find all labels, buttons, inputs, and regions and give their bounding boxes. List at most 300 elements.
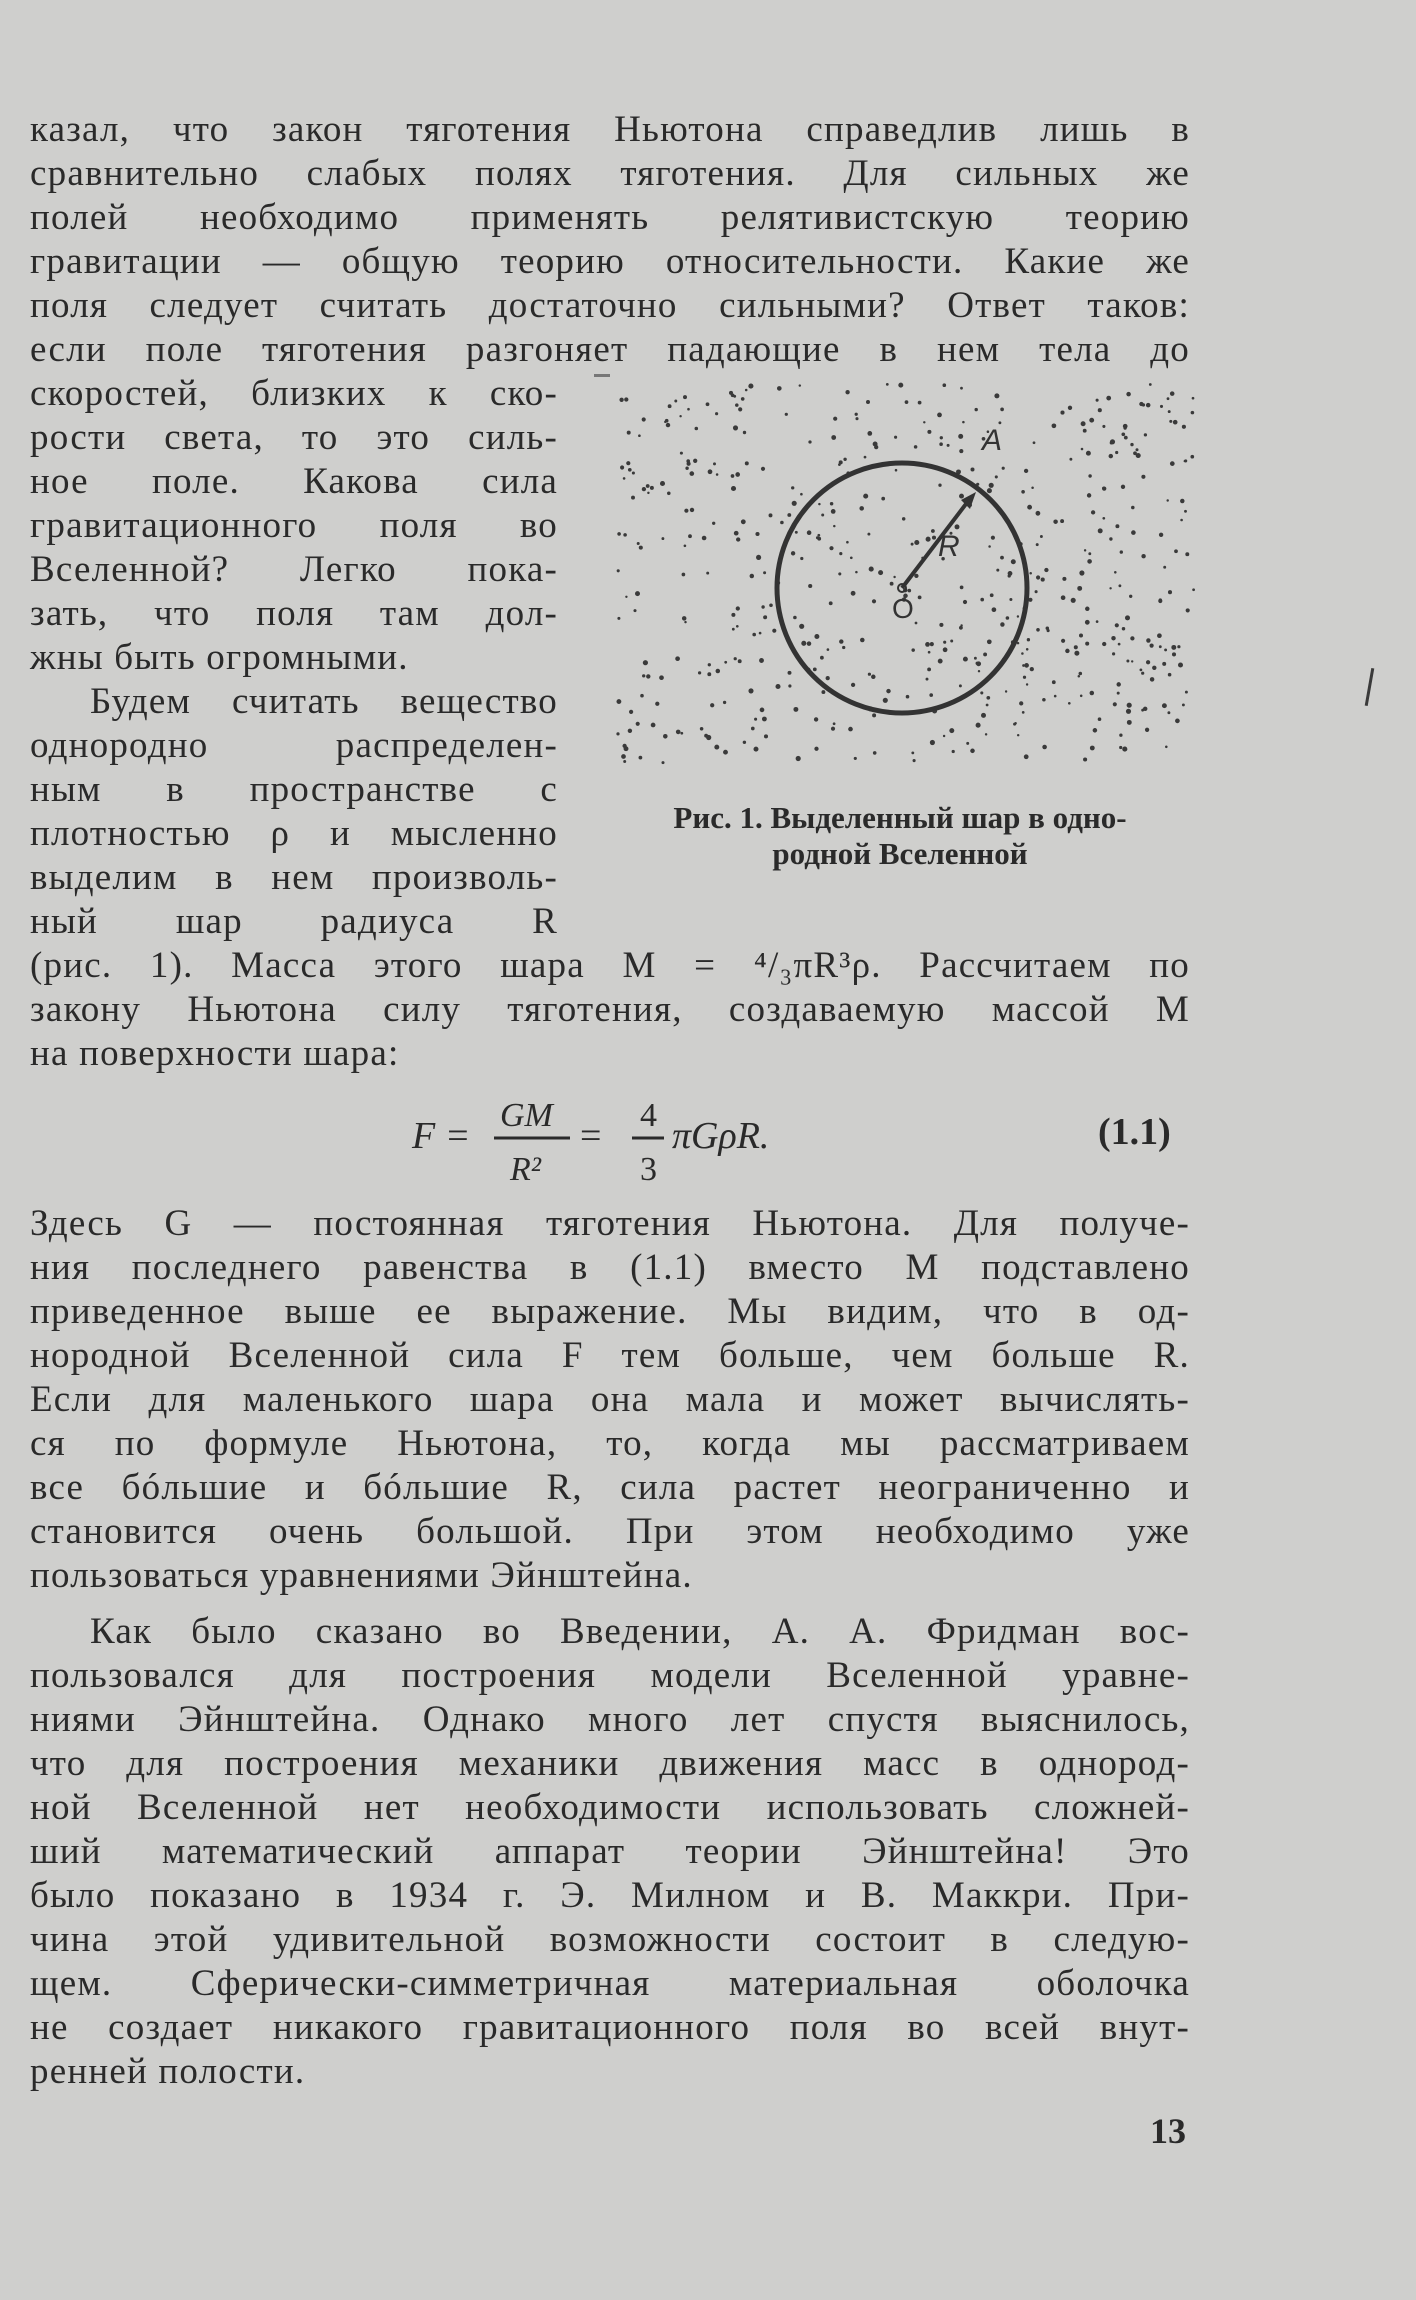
- matter-dot: [1046, 626, 1049, 629]
- matter-dot: [978, 670, 980, 672]
- matter-dot: [927, 667, 931, 671]
- matter-dot: [886, 689, 890, 693]
- matter-dot: [1157, 633, 1162, 638]
- matter-dot: [690, 508, 694, 512]
- matter-dot: [619, 398, 623, 402]
- matter-dot: [959, 494, 964, 499]
- matter-dot: [970, 467, 974, 471]
- matter-dot: [911, 648, 914, 651]
- matter-dot: [666, 423, 670, 427]
- matter-dot: [1041, 578, 1045, 582]
- matter-dot: [668, 404, 672, 408]
- matter-dot: [986, 704, 989, 707]
- matter-dot: [1068, 702, 1071, 705]
- matter-dot: [1118, 584, 1121, 587]
- formula-frac1-den: R²: [510, 1151, 541, 1188]
- matter-dot: [930, 642, 934, 646]
- text-line: ния последнего равенства в (1.1) вместо M подставлено: [30, 1247, 1190, 1288]
- matter-dot: [731, 474, 735, 478]
- matter-dot: [663, 734, 668, 739]
- matter-dot: [1027, 505, 1032, 510]
- text-line: было показано в 1934 г. Э. Милном и В. Маккри. При-: [30, 1875, 1190, 1916]
- matter-dot: [848, 727, 853, 732]
- matter-dot: [929, 693, 933, 697]
- matter-dot: [1013, 723, 1016, 726]
- matter-dot: [1090, 746, 1095, 751]
- matter-dot: [1091, 510, 1095, 514]
- matter-dot: [1180, 519, 1183, 522]
- matter-dot: [960, 586, 964, 590]
- matter-dot: [1106, 396, 1111, 401]
- matter-dot: [1190, 455, 1194, 459]
- matter-dot: [872, 599, 876, 603]
- matter-dot: [787, 513, 791, 517]
- figure-caption: [600, 800, 1200, 872]
- matter-dot: [1011, 559, 1016, 564]
- matter-dot: [960, 387, 963, 390]
- matter-dot: [755, 532, 759, 536]
- matter-dot: [684, 621, 686, 623]
- matter-dot: [636, 722, 640, 726]
- text-line: ной Вселенной нет необходимости использовать сложней-: [30, 1787, 1190, 1828]
- matter-dot: [845, 390, 849, 394]
- matter-dot: [1184, 459, 1187, 462]
- matter-dot: [735, 403, 739, 407]
- matter-dot: [620, 465, 624, 469]
- matter-dot: [868, 673, 871, 676]
- matter-dot: [976, 661, 981, 666]
- matter-dot: [833, 722, 836, 725]
- matter-dot: [1102, 425, 1105, 428]
- matter-dot: [942, 383, 946, 387]
- matter-dot: [905, 400, 909, 404]
- matter-dot: [813, 668, 817, 672]
- matter-dot: [839, 460, 843, 464]
- matter-dot: [807, 530, 812, 535]
- matter-dot: [1182, 425, 1186, 429]
- matter-dot: [623, 760, 626, 763]
- matter-dot: [986, 696, 990, 700]
- text-line: ный шар радиуса R: [30, 901, 558, 942]
- matter-dot: [682, 616, 687, 621]
- matter-dot: [1140, 669, 1143, 672]
- matter-dot: [1177, 645, 1180, 648]
- matter-dot: [1085, 642, 1089, 646]
- matter-dot: [629, 710, 633, 714]
- matter-dot: [775, 684, 780, 689]
- matter-dot: [1017, 615, 1019, 617]
- matter-dot: [974, 657, 977, 660]
- matter-dot: [821, 514, 824, 517]
- matter-dot: [628, 729, 632, 733]
- matter-dot: [1117, 692, 1120, 695]
- matter-dot: [1042, 698, 1046, 702]
- matter-dot: [745, 389, 748, 392]
- matter-dot: [970, 749, 975, 754]
- matter-dot: [1126, 392, 1131, 397]
- matter-dot: [1026, 648, 1029, 651]
- matter-dot: [723, 701, 726, 704]
- matter-dot: [1085, 607, 1090, 612]
- matter-dot: [1000, 622, 1004, 626]
- matter-dot: [938, 659, 943, 664]
- matter-dot: [820, 656, 824, 660]
- matter-dot: [1087, 559, 1092, 564]
- matter-dot: [695, 427, 699, 431]
- text-line: однородно распределен-: [30, 725, 558, 766]
- text-line: рости света, то это силь-: [30, 417, 558, 458]
- matter-dot: [706, 735, 711, 740]
- matter-dot: [926, 537, 931, 542]
- matter-dot: [752, 633, 756, 637]
- matter-dot: [1121, 432, 1125, 436]
- formula-svg: [0, 1088, 1416, 1198]
- text-line: Здесь G — постоянная тяготения Ньютона. Для получе-: [30, 1203, 1190, 1244]
- matter-dot: [989, 483, 994, 488]
- matter-dot: [985, 733, 987, 735]
- matter-dot: [854, 757, 857, 760]
- matter-dot: [943, 647, 948, 652]
- matter-dot: [871, 675, 876, 680]
- matter-dot: [1180, 499, 1184, 503]
- matter-dot: [830, 502, 833, 505]
- formula-tail: πGρR.: [672, 1115, 770, 1157]
- matter-dot: [1146, 403, 1151, 408]
- matter-dot: [867, 431, 872, 436]
- matter-dot: [943, 641, 946, 644]
- matter-dot: [963, 600, 967, 604]
- text-line: поля следует считать достаточно сильными? Ответ таков:: [30, 285, 1190, 326]
- matter-dot: [625, 596, 627, 598]
- matter-dot: [808, 440, 811, 443]
- text-line: приведенное выше ее выражение. Мы видим, что в од-: [30, 1291, 1190, 1332]
- matter-dot: [1119, 734, 1122, 737]
- matter-dot: [713, 462, 716, 465]
- matter-dot: [831, 727, 835, 731]
- matter-dot: [833, 525, 835, 527]
- matter-dot: [1159, 645, 1162, 648]
- matter-dot: [826, 676, 830, 680]
- matter-dot: [867, 533, 870, 536]
- matter-dot: [894, 436, 897, 439]
- matter-dot: [1115, 451, 1118, 454]
- matter-dot: [687, 408, 690, 411]
- matter-dot: [759, 632, 762, 635]
- matter-dot: [1168, 410, 1171, 413]
- matter-dot: [632, 471, 635, 474]
- matter-dot: [1062, 577, 1066, 581]
- matter-dot: [1031, 487, 1034, 490]
- text-line: пользовался для построения модели Вселенной уравне-: [30, 1655, 1190, 1696]
- matter-dot: [1054, 695, 1057, 698]
- matter-dot: [918, 595, 922, 599]
- matter-dot: [1126, 709, 1131, 714]
- matter-dot: [1162, 662, 1166, 666]
- matter-dot: [996, 569, 999, 572]
- matter-dot: [881, 497, 885, 501]
- matter-dot: [734, 657, 737, 660]
- matter-dot: [788, 684, 791, 687]
- matter-dot: [741, 397, 745, 401]
- matter-dot: [923, 421, 925, 423]
- matter-dot: [780, 521, 784, 525]
- matter-dot: [1024, 469, 1028, 473]
- matter-dot: [733, 395, 736, 398]
- matter-dot: [983, 652, 987, 656]
- matter-dot: [1163, 566, 1166, 569]
- matter-dot: [1109, 587, 1111, 589]
- matter-dot: [801, 641, 806, 646]
- text-line: ренней полости.: [30, 2051, 306, 2092]
- matter-dot: [943, 735, 945, 737]
- text-line: становится очень большой. При этом необходимо уже: [30, 1511, 1190, 1552]
- matter-dot: [851, 591, 856, 596]
- matter-dot: [814, 717, 818, 721]
- matter-dot: [635, 591, 640, 596]
- matter-dot: [688, 534, 692, 538]
- matter-dot: [743, 431, 746, 434]
- text-line: Вселенной? Легко пока-: [30, 549, 558, 590]
- text-line: Будем считать вещество: [90, 681, 558, 722]
- matter-dot: [926, 678, 929, 681]
- matter-dot: [626, 461, 630, 465]
- matter-dot: [950, 640, 953, 643]
- matter-dot: [683, 395, 687, 399]
- matter-dot: [685, 466, 688, 469]
- matter-dot: [761, 605, 764, 608]
- matter-dot: [675, 656, 680, 661]
- matter-dot: [915, 622, 918, 625]
- caption-line: Рис. 1. Выделенный шар в одно-: [673, 800, 1127, 835]
- matter-dot: [712, 522, 715, 525]
- matter-dot: [893, 576, 895, 578]
- matter-dot: [616, 699, 621, 704]
- matter-dot: [869, 567, 874, 572]
- matter-dot: [1102, 517, 1105, 520]
- matter-dot: [1129, 595, 1132, 598]
- matter-dot: [1035, 590, 1038, 593]
- matter-dot: [769, 513, 773, 517]
- matter-dot: [748, 688, 753, 693]
- matter-dot: [814, 634, 819, 639]
- matter-dot: [743, 741, 746, 744]
- matter-dot: [1069, 458, 1072, 461]
- text-line: ся по формуле Ньютона, то, когда мы рассматриваем: [30, 1423, 1190, 1464]
- matter-dot: [1120, 550, 1123, 553]
- matter-dot: [994, 393, 999, 398]
- matter-dot: [650, 486, 654, 490]
- matter-dot: [1172, 652, 1176, 656]
- matter-dot: [1065, 649, 1069, 653]
- matter-dot: [756, 555, 761, 560]
- matter-dot: [980, 598, 984, 602]
- matter-dot: [1071, 598, 1076, 603]
- text-line: гравитации — общую теорию относительности. Какие же: [30, 241, 1190, 282]
- matter-dot: [1079, 570, 1084, 575]
- matter-dot: [1102, 486, 1106, 490]
- matter-dot: [1113, 702, 1117, 706]
- matter-dot: [839, 639, 843, 643]
- matter-dot: [952, 750, 955, 753]
- matter-dot: [732, 628, 735, 631]
- matter-dot: [764, 734, 768, 738]
- matter-dot: [735, 472, 740, 477]
- matter-dot: [1133, 451, 1137, 455]
- matter-dot: [736, 606, 740, 610]
- matter-dot: [689, 471, 694, 476]
- matter-dot: [949, 728, 954, 733]
- text-line: казал, что закон тяготения Ньютона справедлив лишь в: [30, 109, 1190, 150]
- matter-dot: [817, 534, 820, 537]
- matter-dot: [925, 642, 930, 647]
- matter-dot: [838, 572, 841, 575]
- matter-dot: [966, 742, 969, 745]
- matter-dot: [715, 412, 718, 415]
- dot-field: [616, 383, 1195, 764]
- matter-dot: [1192, 397, 1195, 400]
- matter-dot: [714, 745, 719, 750]
- matter-dot: [1185, 552, 1189, 556]
- matter-dot: [716, 669, 721, 674]
- matter-dot: [731, 486, 736, 491]
- matter-dot: [1152, 666, 1156, 670]
- matter-dot: [1171, 645, 1176, 650]
- matter-dot: [659, 675, 664, 680]
- matter-dot: [1141, 672, 1144, 675]
- matter-dot: [1081, 421, 1086, 426]
- formula-eq: =: [580, 1115, 602, 1157]
- caption-line: родной Вселенной: [772, 836, 1028, 871]
- label-a: A: [982, 424, 1003, 457]
- matter-dot: [734, 531, 739, 536]
- matter-dot: [682, 573, 686, 577]
- matter-dot: [878, 570, 883, 575]
- matter-dot: [851, 683, 855, 687]
- text-line: жны быть огромными.: [30, 637, 409, 678]
- matter-dot: [959, 449, 963, 453]
- matter-dot: [1130, 443, 1133, 446]
- matter-dot: [976, 723, 981, 728]
- matter-dot: [1146, 638, 1150, 642]
- matter-dot: [1141, 475, 1145, 479]
- matter-dot: [633, 609, 636, 612]
- matter-dot: [1130, 636, 1134, 640]
- matter-dot: [872, 713, 876, 717]
- matter-dot: [640, 694, 644, 698]
- matter-dot: [962, 421, 965, 424]
- matter-dot: [955, 524, 960, 529]
- matter-dot: [741, 519, 746, 524]
- matter-dot: [930, 740, 935, 745]
- matter-dot: [1164, 648, 1167, 651]
- matter-dot: [843, 458, 846, 461]
- matter-dot: [710, 703, 714, 707]
- matter-dot: [1096, 399, 1099, 402]
- matter-dot: [793, 616, 797, 620]
- matter-dot: [988, 545, 991, 548]
- matter-dot: [1036, 575, 1040, 579]
- matter-dot: [1124, 436, 1128, 440]
- matter-dot: [665, 419, 669, 423]
- matter-dot: [667, 492, 671, 496]
- matter-dot: [898, 383, 903, 388]
- text-line: закону Ньютона силу тяготения, создаваемую массой M: [30, 989, 1190, 1030]
- matter-dot: [1029, 572, 1032, 575]
- matter-dot: [1109, 454, 1113, 458]
- matter-dot: [1077, 586, 1082, 591]
- matter-dot: [1079, 634, 1083, 638]
- matter-dot: [991, 536, 995, 540]
- matter-dot: [762, 717, 767, 722]
- matter-dot: [939, 442, 943, 446]
- matter-dot: [623, 533, 627, 537]
- matter-dot: [1145, 728, 1149, 732]
- matter-dot: [1185, 691, 1188, 694]
- matter-dot: [642, 417, 646, 421]
- matter-dot: [708, 469, 713, 474]
- text-line: ным в пространстве с: [30, 769, 558, 810]
- label-o: O: [892, 593, 914, 624]
- matter-dot: [1116, 682, 1120, 686]
- matter-dot: [1150, 644, 1154, 648]
- matter-dot: [987, 488, 992, 493]
- matter-dot: [1173, 420, 1178, 425]
- matter-dot: [642, 674, 645, 677]
- matter-dot: [793, 707, 798, 712]
- matter-dot: [1139, 402, 1143, 406]
- matter-dot: [960, 624, 962, 626]
- matter-dot: [839, 552, 842, 555]
- matter-dot: [918, 401, 922, 405]
- matter-dot: [772, 629, 776, 633]
- matter-dot: [738, 407, 742, 411]
- matter-dot: [866, 400, 870, 404]
- matter-dot: [731, 613, 735, 617]
- matter-dot: [733, 425, 738, 430]
- matter-dot: [1019, 701, 1023, 705]
- matter-dot: [1044, 568, 1048, 572]
- matter-dot: [860, 638, 865, 643]
- matter-dot: [729, 391, 733, 395]
- formula-frac1-num: GM: [500, 1097, 553, 1134]
- matter-dot: [796, 756, 801, 761]
- text-line: на поверхности шара:: [30, 1033, 400, 1074]
- matter-dot: [927, 430, 931, 434]
- matter-dot: [799, 384, 801, 386]
- matter-dot: [1052, 423, 1057, 428]
- matter-dot: [617, 569, 620, 572]
- matter-dot: [738, 659, 742, 663]
- matter-dot: [1149, 383, 1152, 386]
- matter-dot: [1119, 746, 1122, 749]
- text-line: не создает никакого гравитационного поля во всей внут-: [30, 2007, 1190, 2048]
- matter-dot: [975, 408, 978, 411]
- matter-dot: [617, 617, 620, 620]
- matter-dot: [1000, 408, 1004, 412]
- matter-dot: [1036, 543, 1039, 546]
- matter-dot: [1061, 595, 1066, 600]
- matter-dot: [928, 651, 931, 654]
- matter-dot: [1111, 636, 1115, 640]
- matter-dot: [890, 582, 894, 586]
- matter-dot: [833, 417, 837, 421]
- matter-dot: [1143, 707, 1147, 711]
- matter-dot: [751, 727, 755, 731]
- matter-dot: [1166, 499, 1168, 501]
- matter-dot: [1081, 448, 1084, 451]
- matter-dot: [1021, 490, 1025, 494]
- matter-dot: [1096, 620, 1099, 623]
